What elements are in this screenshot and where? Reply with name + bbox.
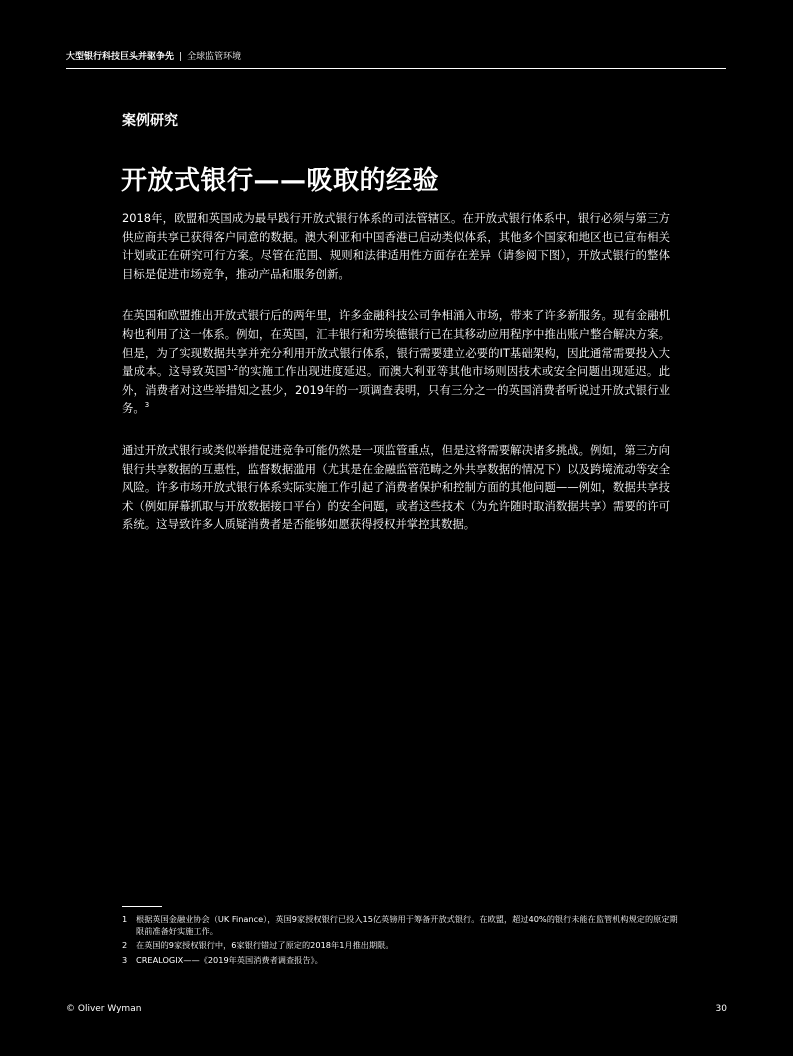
copyright: © Oliver Wyman [66,1004,142,1014]
section-label: 案例研究 [122,113,178,129]
running-header [66,51,241,63]
paragraph-1: 2018年，欧盟和英国成为最早践行开放式银行体系的司法管辖区。在开放式银行体系中，银行必须与第三方供应商共享已获得客户同意的数据。澳大利亚和中国香港已启动类似体系，其他多个国家和地区也已宣布相关计划或正在研究可行方案。尽管在范围、规则和法律适用性方面存在差异（请参阅下图），开放式银行的整体目标是促进市场竞争，推动产品和服务创新。 [122,211,670,281]
footnote-number: 2 [122,940,128,950]
footnote-text: 在英国的9家授权银行中，6家银行错过了原定的2018年1月推出期限。 [136,940,394,950]
paragraph-2 [122,306,670,418]
page-number: 30 [715,1004,727,1014]
footnote-number: 1 [122,914,128,924]
paragraph-2-part-a: 在英国和欧盟推出开放式银行后的两年里，许多金融科技公司争相涌入市场，带来了许多新服务。现有金融机构也利用了这一体系。例如，在英国，汇丰银行和劳埃德银行已在其移动应用程序中推出账户整合解决方案。但是，为了实现数据共享并充分利用开放式银行体系，银行需要建立必要的IT基础架构，因此通常需要投入大量成本。这导致英国 [122,308,670,379]
footnotes [122,914,682,969]
chapter-name: 全球监管环境 [187,52,242,62]
footnote-text: CREALOGIX——《2019年英国消费者调查报告》。 [136,954,323,965]
footnote-number: 3 [122,954,128,965]
footnote-item [122,940,682,952]
page-title: 开放式银行——吸取的经验 [121,166,440,196]
body-text [122,209,670,557]
report-title: 大型银行科技巨头并驱争先 [66,52,175,62]
footnote-ref-1-2: 1,2 [227,364,239,373]
paragraph-3: 通过开放式银行或类似举措促进竞争可能仍然是一项监管重点，但是这将需要解决诸多挑战。例如，第三方向银行共享数据的互惠性，监督数据滥用（尤其是在金融监管范畴之外共享数据的情况下）以及跨境流动等安全风险。许多市场开放式银行体系实际实施工作引起了消费者保护和控制方面的其他问题——例如，数据共享技术（例如屏幕抓取与开放数据接口平台）的安全问题，或者这些技术（为允许随时取消数据共享）需要的许可系统。这导致许多人质疑消费者是否能够如愿获得授权并掌控其数据。 [122,442,670,532]
footnote-ref-3: 3 [144,401,150,410]
header-divider [66,68,726,69]
header-separator: | [179,52,183,62]
footnote-item [122,914,682,937]
footnote-divider [122,906,162,907]
paragraph-2-part-b: 的实施工作出现进度延迟。而澳大利亚等其他市场则因技术或安全问题出现延迟。此外，消费者对这些举措知之甚少，2019年的一项调查表明，只有三分之一的英国消费者听说过开放式银行业务。 [122,364,670,416]
footnote-text: 根据英国金融业协会（UK Finance），英国9家授权银行已投入15亿英镑用于筹备开放式银行。在欧盟，超过40%的银行未能在监管机构规定的原定期限前准备好实施工作。 [136,914,678,936]
footnote-item [122,955,682,967]
